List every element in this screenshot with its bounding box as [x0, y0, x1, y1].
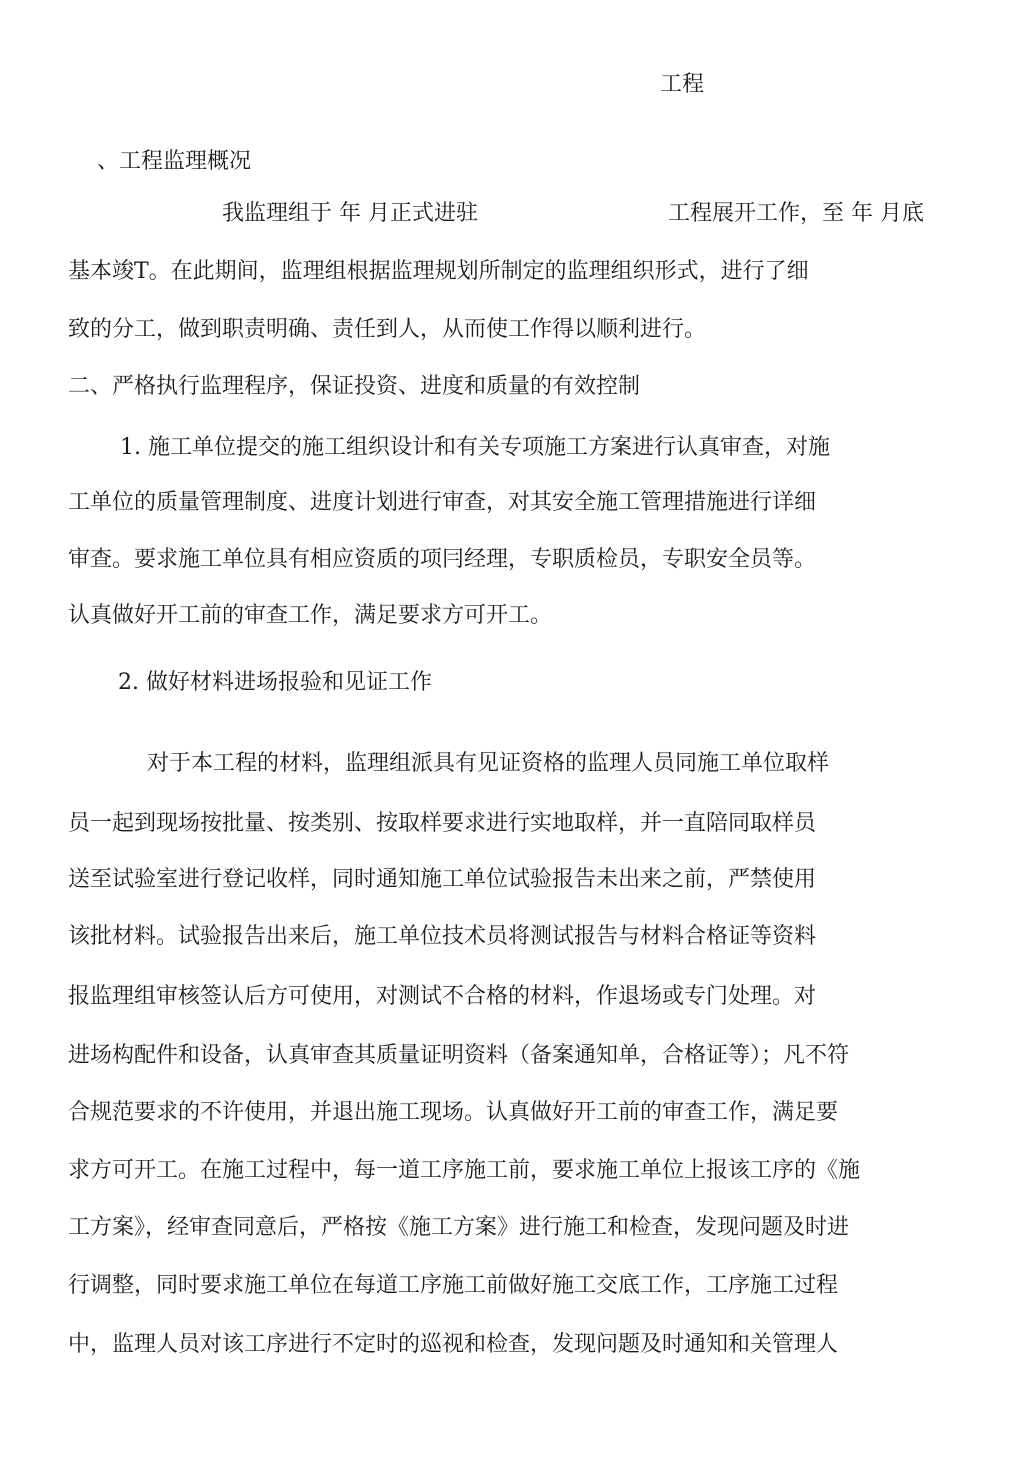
paragraph-line: 中，监理人员对该工序进行不定时的巡视和检查，发现问题及时通知和关管理人 — [68, 1332, 839, 1357]
paragraph-line: 对于本工程的材料，监理组派具有见证资格的监理人员同施工单位取样 — [147, 751, 830, 776]
section-heading-2: 二、严格执行监理程序，保证投资、进度和质量的有效控制 — [68, 374, 641, 399]
subsection-heading: 2. 做好材料进场报验和见证工作 — [118, 670, 432, 695]
paragraph-line: 员一起到现场按批量、按类别、按取样要求进行实地取样，并一直陪同取样员 — [68, 811, 817, 836]
doc-header: 工程 — [660, 72, 705, 97]
section-heading-1: 、工程监理概况 — [97, 149, 252, 174]
paragraph-line: 基本竣T。在此期间，监理组根据监理规划所制定的监理组织形式，进行了细 — [68, 259, 809, 284]
paragraph-line: 合规范要求的不许使用，并退出施工现场。认真做好开工前的审查工作，满足要 — [68, 1100, 839, 1125]
paragraph-line: 送至试验室进行登记收样，同时通知施工单位试验报告未出来之前，严禁使用 — [68, 867, 817, 892]
paragraph-line: 工程展开工作，至 年 月底 — [668, 201, 924, 226]
paragraph-line: 我监理组于 年 月正式进驻 — [222, 201, 478, 226]
paragraph-line: 该批材料。试验报告出来后，施工单位技术员将测试报告与材料合格证等资料 — [68, 924, 817, 949]
paragraph-line: 工方案》，经审查同意后，严格按《施工方案》进行施工和检查，发现问题及时进 — [68, 1215, 850, 1240]
paragraph-line: 进场构配件和设备，认真审查其质量证明资料（备案通知单，合格证等）；凡不符 — [68, 1043, 850, 1068]
paragraph-line: 认真做好开工前的审查工作，满足要求方可开工。 — [68, 603, 553, 628]
paragraph-line: 行调整，同时要求施工单位在每道工序施工前做好施工交底工作，工序施工过程 — [68, 1273, 839, 1298]
paragraph-line: 致的分工，做到职责明确、责任到人，从而使工作得以顺利进行。 — [68, 317, 707, 342]
paragraph-line: 1. 施工单位提交的施工组织设计和有关专项施工方案进行认真审查，对施 — [120, 435, 830, 460]
paragraph-line: 求方可开工。在施工过程中，每一道工序施工前，要求施工单位上报该工序的《施 — [68, 1158, 861, 1183]
paragraph-line: 工单位的质量管理制度、进度计划进行审查，对其安全施工管理措施进行详细 — [68, 490, 817, 515]
paragraph-line: 审查。要求施工单位具有相应资质的项冃经理，专职质检员，专职安全员等。 — [68, 547, 817, 572]
paragraph-line: 报监理组审核签认后方可使用，对测试不合格的材料，作退场或专门处理。对 — [68, 984, 817, 1009]
